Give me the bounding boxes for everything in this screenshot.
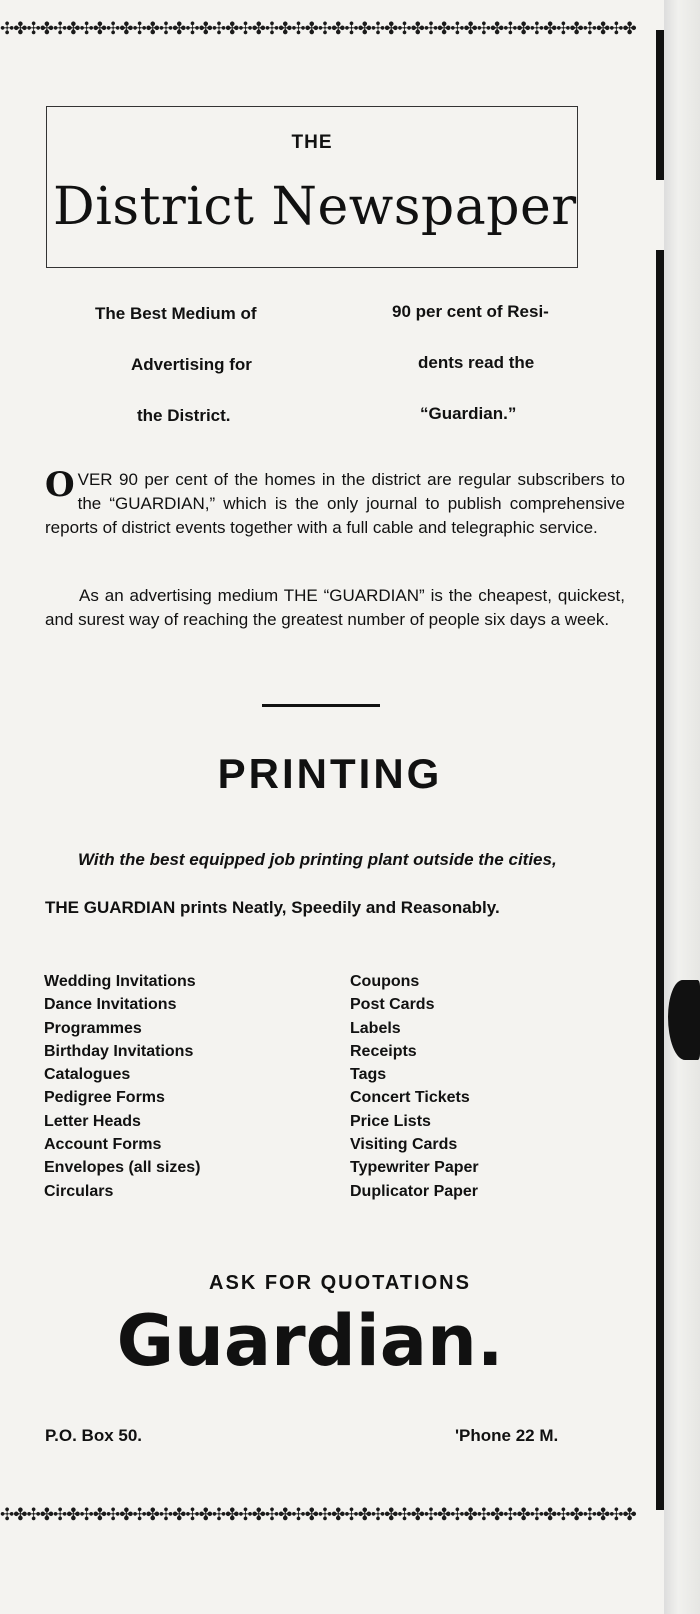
service-item: Wedding Invitations <box>44 973 196 990</box>
section-divider <box>262 704 380 707</box>
bottom-ornament-border: ✣✤✣✤✣✤✣✤✣✤✣✤✣✤✣✤✣✤✣✤✣✤✣✤✣✤✣✤✣✤✣✤✣✤✣✤✣✤✣✤✣✤✣✤✣✤✣✤ <box>0 1505 636 1525</box>
service-item: Tags <box>350 1066 387 1084</box>
drop-cap: O <box>45 465 75 505</box>
column-rule-top <box>656 30 664 180</box>
service-item: Birthday Invitations <box>44 1042 194 1060</box>
phone-number: 'Phone 22 M. <box>455 1426 559 1445</box>
top-ornament-border: ✣✤✣✤✣✤✣✤✣✤✣✤✣✤✣✤✣✤✣✤✣✤✣✤✣✤✣✤✣✤✣✤✣✤✣✤✣✤✣✤✣✤✣✤✣✤✣✤ <box>0 19 636 39</box>
services-list-right <box>350 970 479 1203</box>
right-line-1: 90 per cent of Resi- <box>392 302 549 321</box>
service-item: Account Forms <box>44 1136 162 1154</box>
left-line-2: Advertising for <box>131 355 252 374</box>
service-item: Pedigree Forms <box>44 1089 165 1107</box>
service-item: Coupons <box>350 973 420 990</box>
service-item: Programmes <box>44 1019 142 1037</box>
service-item: Concert Tickets <box>350 1089 470 1107</box>
service-item: Post Cards <box>350 996 435 1014</box>
printing-tagline-1: With the best equipped job printing plant outside the cities, <box>78 850 557 869</box>
left-column <box>95 304 257 457</box>
service-item: Typewriter Paper <box>350 1159 479 1177</box>
services-list-left <box>44 970 201 1203</box>
masthead-title: District Newspaper <box>53 177 577 237</box>
right-line-3: “Guardian.” <box>420 404 517 423</box>
guardian-logo-text: Guardian. <box>116 1300 504 1382</box>
service-item: Labels <box>350 1019 401 1037</box>
service-item: Catalogues <box>44 1066 131 1084</box>
column-rule-main <box>656 250 664 1510</box>
advertising-paragraph: As an advertising medium THE “GUARDIAN” is the cheapest, quickest, and surest way of reaching the greatest number of people six days a week. <box>45 586 625 629</box>
service-item: Receipts <box>350 1042 417 1060</box>
right-column <box>392 302 549 455</box>
service-item: Letter Heads <box>44 1112 141 1130</box>
po-box: P.O. Box 50. <box>45 1426 143 1445</box>
left-line-3: the District. <box>137 406 231 425</box>
right-line-2: dents read the <box>418 353 535 372</box>
printing-heading: PRINTING <box>217 750 443 797</box>
subscribers-text: VER 90 per cent of the homes in the district are regular subscribers to the “GUARDIAN,” which is the only journal to publish comprehensive reports of district events together with a full cable and telegraphic service. <box>45 470 625 537</box>
service-item: Dance Invitations <box>44 996 177 1014</box>
service-item: Circulars <box>44 1182 114 1200</box>
ask-for-quotations: ASK FOR QUOTATIONS <box>209 1272 471 1294</box>
left-line-1: The Best Medium of <box>95 304 257 323</box>
service-item: Visiting Cards <box>350 1136 458 1154</box>
masthead-the: THE <box>291 132 333 153</box>
adjacent-page-edge <box>664 0 700 1614</box>
service-item: Envelopes (all sizes) <box>44 1159 201 1177</box>
masthead-box <box>46 106 578 268</box>
printing-tagline-2: THE GUARDIAN prints Neatly, Speedily and Reasonably. <box>45 898 500 917</box>
service-item: Duplicator Paper <box>350 1182 479 1200</box>
subscribers-paragraph <box>45 465 625 540</box>
service-item: Price Lists <box>350 1112 431 1130</box>
ink-blot <box>668 980 700 1060</box>
